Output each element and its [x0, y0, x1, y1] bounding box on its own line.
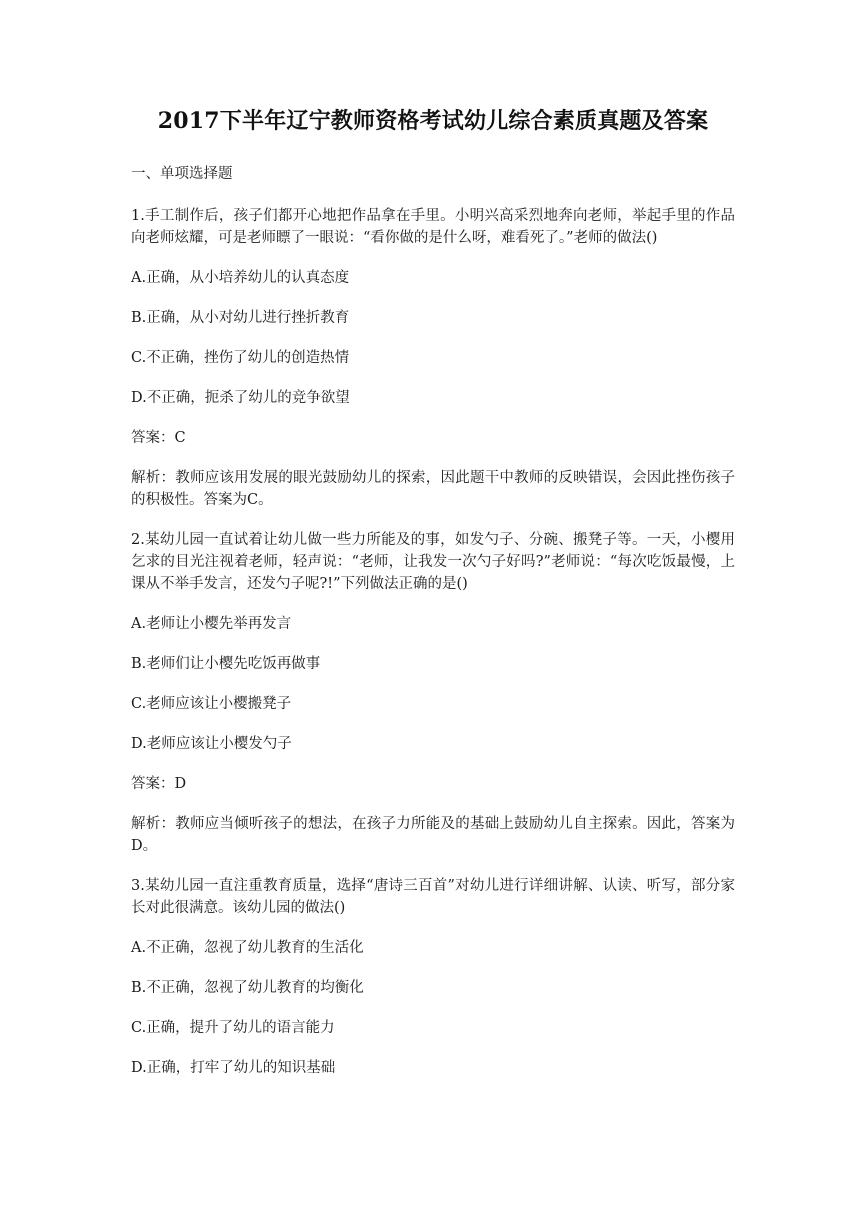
section-heading: 一、单项选择题: [131, 166, 233, 182]
option-d: D.老师应该让小樱发勺子: [131, 736, 292, 752]
option-c: C.老师应该让小樱搬凳子: [131, 696, 292, 712]
option-b: B.老师们让小樱先吃饭再做事: [131, 656, 321, 672]
question-1: [131, 205, 735, 511]
question-stem: 3.某幼儿园一直注重教育质量，选择“唐诗三百首”对幼儿进行详细讲解、认读、听写，部分家长对此很满意。该幼儿园的做法(): [131, 878, 735, 916]
question-2: [131, 529, 735, 857]
document-title: 2017下半年辽宁教师资格考试幼儿综合素质真题及答案: [157, 108, 709, 134]
question-stem: 2.某幼儿园一直试着让幼儿做一些力所能及的事，如发勺子、分碗、搬凳子等。一天，小樱用乞求的目光注视着老师，轻声说：“老师，让我发一次勺子好吗?”老师说：“每次吃饭最慢，上课从不举手发言，还发勺子呢?!”下列做法正确的是(): [131, 532, 735, 592]
option-b: B.不正确，忽视了幼儿教育的均衡化: [131, 980, 364, 996]
question-stem: 1.手工制作后，孩子们都开心地把作品拿在手里。小明兴高采烈地奔向老师，举起手里的作品向老师炫耀，可是老师瞟了一眼说：“看你做的是什么呀，难看死了。”老师的做法(): [131, 208, 735, 246]
option-b: B.正确，从小对幼儿进行挫折教育: [131, 310, 350, 326]
question-3: [131, 875, 735, 1079]
answer: 答案：D: [131, 776, 187, 792]
option-a: A.老师让小樱先举再发言: [131, 616, 292, 632]
document-page: [131, 106, 735, 1097]
analysis: 解析：教师应该用发展的眼光鼓励幼儿的探索，因此题干中教师的反映错误，会因此挫伤孩子的积极性。答案为C。: [131, 470, 735, 508]
option-a: A.不正确，忽视了幼儿教育的生活化: [131, 940, 364, 956]
option-a: A.正确，从小培养幼儿的认真态度: [131, 270, 350, 286]
option-c: C.正确，提升了幼儿的语言能力: [131, 1020, 335, 1036]
option-d: D.不正确，扼杀了幼儿的竞争欲望: [131, 390, 350, 406]
option-c: C.不正确，挫伤了幼儿的创造热情: [131, 350, 350, 366]
answer: 答案：C: [131, 430, 186, 446]
option-d: D.正确，打牢了幼儿的知识基础: [131, 1060, 336, 1076]
analysis: 解析：教师应当倾听孩子的想法，在孩子力所能及的基础上鼓励幼儿自主探索。因此，答案为D。: [131, 816, 735, 854]
